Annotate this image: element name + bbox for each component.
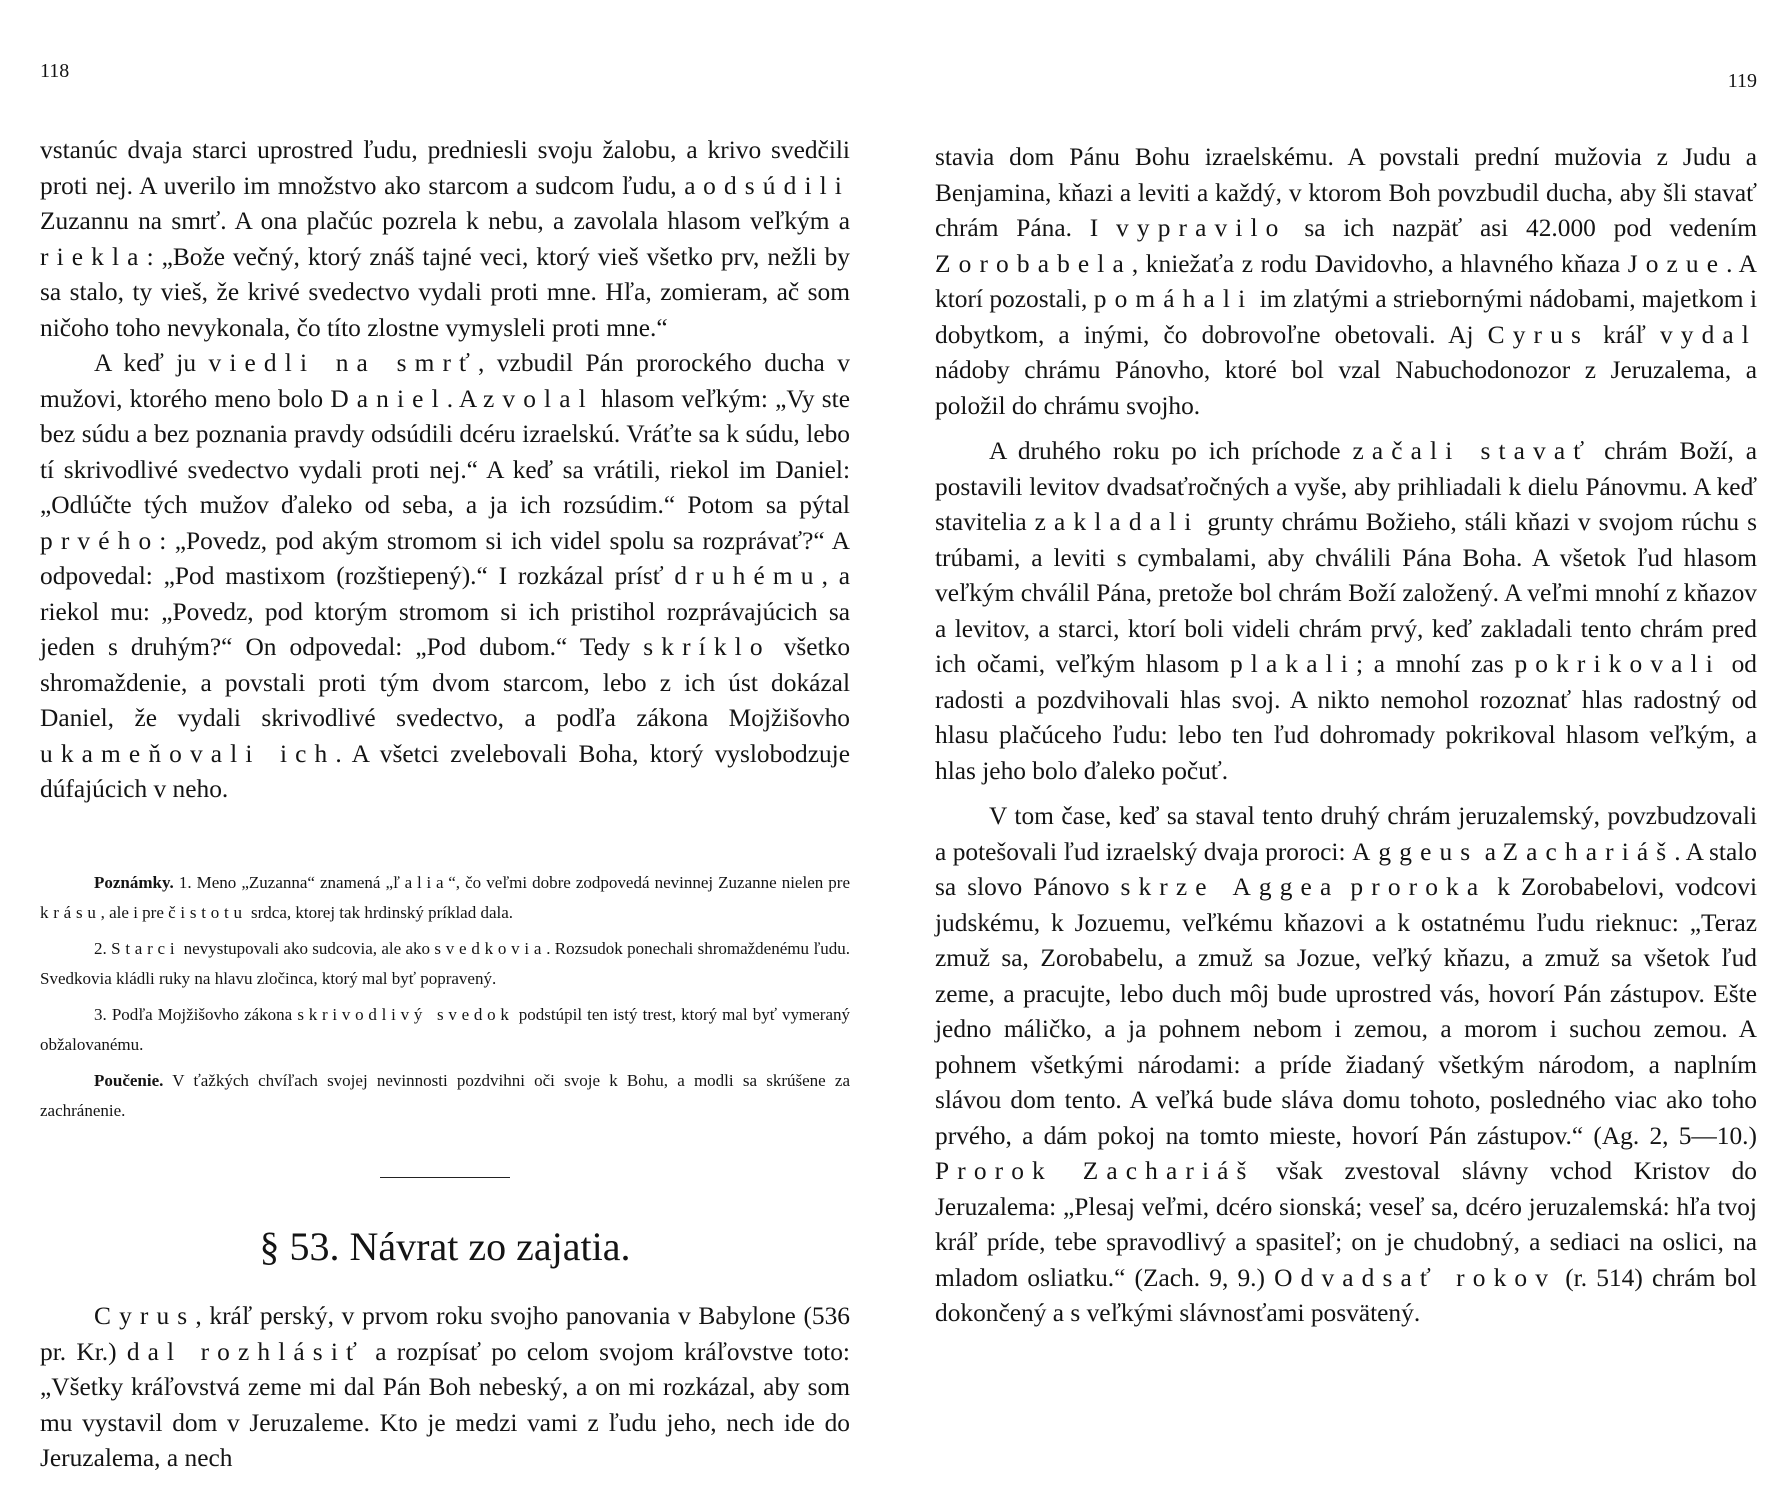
paragraph [935,799,1757,1332]
text-run: im zlatými a striebornými nádobami, majetkom i dobytkom, a inými, čo dobrovoľne obetovali. Aj [935,285,1757,349]
right-page [935,0,1757,1500]
text-run: 2. [94,939,112,958]
spaced-emphasis: plakali [1229,650,1356,678]
spaced-emphasis: krásu [40,903,101,922]
text-run: . A ktorí pozostali, [935,249,1757,313]
text-run: Zuzannu na smrť. A ona plačúc pozrela k nebu, a zavolala hlasom veľkým a [40,207,850,235]
footnote [40,868,850,928]
paragraph [40,1299,850,1477]
text-run: “, čo veľmi dobre zodpovedá nevinnej Zuzanne nielen pre [448,873,850,892]
text-run: a [1478,837,1503,866]
bold-label: Poučenie. [94,1071,164,1090]
left-page [40,0,850,1500]
text-run: . A [446,384,483,413]
section-text [40,1299,850,1477]
text-run: srdca, ktorej tak hrdinský príklad dala. [246,903,514,922]
text-run: . Rozsudok ponechali shromaždenému ľudu. Svedkovia kládli ruky na hlavu zločinca, ktorý mal byť popravený. [40,939,850,988]
spaced-emphasis: začali stavať [1352,437,1593,465]
text-run: : „Povedz, pod akým stromom si ich videl spolu sa rozprávať?“ A odpovedal: „Pod mastixom (rozštiepený).“ I rozkázal prísť [40,526,850,590]
section-heading: § 53. Návrat zo zajatia. [259,1224,631,1269]
text-run: od radosti a pozdvihovali hlas svoj. A nikto nemohol rozoznať hlas radostný od hlasu plačúceho ľudu: lebo ten ľud dohromady pokrikoval hlasom veľkým, a hlas jeho bolo ďaleko počuť. [935,650,1757,785]
spaced-emphasis: čistotu [168,903,247,922]
text-run: všetko shromaždenie, a povstali proti tým dvom starcom, lebo z ich úst dokázal Daniel, že vydali skrivodlivé svedectvo, a podľa zákona Mojžišovho [40,633,851,732]
text-run: V tom čase, keď sa staval tento druhý chrám jeruzalemský, povzbudzovali a potešovali ľud izraelský dvaja proroci: [935,802,1757,866]
text-run: (r. 514) chrám bol dokončený a s veľkými slávnosťami posvätený. [935,1263,1757,1327]
spaced-emphasis: viedli na smrť [208,349,479,377]
spaced-emphasis: skríklo [643,633,771,661]
footnote [40,1000,850,1060]
spaced-emphasis: pomáhali [1093,285,1254,313]
section-divider [380,1177,510,1178]
spaced-emphasis: zvolal [483,384,594,413]
text-run: nevystupovali ako sudcovia, ale ako [179,939,435,958]
text-run: V ťažkých chvíľach svojej nevinnosti pozdvihni oči svoje k Bohu, a modli sa skrúšene za zachránenie. [40,1071,850,1120]
text-run: sa ich nazpäť asi 42.000 pod vedením [1286,214,1757,242]
spaced-emphasis: Cyrus [94,1302,196,1330]
text-run: však zvestoval slávny vchod Kristov do Jeruzalema: „Plesaj veľmi, dcéro sionská; veseľ sa, dcéro jeruzalemská: hľa tvoj kráľ príde, tebe spravodlivý a spasiteľ; on je chudobný, a sediaci na oslici, na mladom osliatku.“ (Zach. 9, 9.) [935,1157,1757,1292]
spaced-emphasis: druhému [674,562,822,590]
paragraph [40,346,850,808]
text-run: , ale i pre [100,903,169,922]
footnotes [40,868,850,1126]
spaced-emphasis: Jozue [1627,249,1727,278]
text-run: , a riekol mu: „Povedz, pod ktorým stromom si ich pristihol rozprávajúcich sa jeden s druhým?“ On odpovedal: „Pod dubom.“ Tedy [40,562,850,661]
spaced-emphasis: ľalia [393,873,449,892]
spaced-emphasis: vypravilo [1116,214,1287,242]
text-run: A keď ju [94,349,209,377]
page-number: 118 [40,60,70,82]
footnote [40,934,850,994]
spaced-emphasis: pokrikovali [1514,650,1721,678]
bold-label: Poznámky. [94,873,174,892]
text-run: k Zorobabelovi, vodcovi judskému, k Jozuemu, veľkému kňazovi a k ostatnému ľudu rieknuc: „Teraz zmuž sa, Zorobabelu, a zmuž sa Jozue, veľký kňazu, a zmuž sa všetok ľud zeme, a pracujte, lebo duch môj bude uprostred vás, hovorí Pán zástupov. Ešte jedno máličko, a ja pohnem nebom i zemou, a morom i suchou zemou. A pohnem všetkými národami: a príde žiadaný všetkým národom, a naplním slávou dom tento. A veľká bude sláva domu tohoto, posledného viac ako toho prvého, a dám pokoj na tomto mieste, hovorí Pán zástupov.“ (Ag. 2, 5—10.) [935,873,1758,1150]
spaced-emphasis: ukameňovali ich [40,739,336,768]
left-body-text [40,133,850,808]
spaced-emphasis: Zachariáš [1502,837,1675,866]
spaced-emphasis: prvého [40,526,160,555]
text-run: , kráľ perský, v prvom roku svojho panovania v Babylone (536 pr. Kr.) [40,1302,850,1366]
spaced-emphasis: riekla [40,242,147,271]
spaced-emphasis: vydal [1659,320,1757,349]
text-run: stavia dom Pánu Bohu izraelskému. A povstali prední mužovia z Judu a Benjamina, kňazi a leviti a každý, v ktorom Boh povzbudil ducha, aby šli stavať chrám Pána. I [935,143,1757,242]
spaced-emphasis: Starci [111,939,180,958]
text-run: a rozpísať po celom svojom kráľovstve toto: „Všetky kráľovstvá zeme mi dal Pán Boh nebeský, a on mi rozkázal, aby som mu vystavil dom v Jeruzaleme. Kto je medzi vami z ľudu jeho, nech ide do Jeruzalema, a nech [40,1337,850,1472]
spaced-emphasis: Daniel [330,384,447,413]
text-run: kráľ [1588,320,1660,349]
text-run: vstanúc dvaja starci uprostred ľudu, predniesli svoju žalobu, a krivo svedčili proti nej. A uverilo im množstvo ako starcom a sudcom ľudu, a [40,136,850,200]
spaced-emphasis: skrze Aggea [1120,873,1340,901]
text-run: : „Bože večný, ktorý znáš tajné veci, ktorý vieš všetko prv, nežli by sa stalo, ty vieš, že krivé svedectvo vydali proti mne. Hľa, zomieram, ač som ničoho toho nevykonala, čo títo zlostne vymysleli proti mne.“ [40,242,850,342]
spaced-emphasis: Zorobabela [935,249,1132,278]
spaced-emphasis: Aggeus [1351,837,1479,866]
text-run: grunty chrámu Božieho, stáli kňazi v svojom rúchu s trúbami, a leviti s cymbalami, aby chválili Pána Boha. A všetok ľud hlasom veľkým chválil Pána, pretože bol chrám Boží založený. A veľmi mnohí z kňazov a levitov, a starci, ktorí boli videli chrám prvý, keď zakladali tento chrám pred ich očami, veľkým hlasom [935,508,1757,678]
text-run: . A všetci zvelebovali Boha, ktorý vyslobodzuje dúfajúcich v neho. [40,739,850,803]
spaced-emphasis: svedkovia [434,939,547,958]
text-run: 1. Meno „Zuzanna“ znamená „ [173,873,394,892]
right-body-text [935,140,1757,1332]
text-run: nádoby chrámu Pánovho, ktoré bol vzal Nabuchodonozor z Jeruzalema, a položil do chrámu svojho. [935,356,1757,420]
paragraph [935,140,1757,424]
text-run: 3. Podľa Mojžišovho zákona [94,1005,298,1024]
text-run: . A stalo sa slovo Pánovo [935,837,1758,901]
text-run: chrám Boží, a postavili levitov dvadsaťročných a vyše, aby prihliadali k dielu Pánovmu. A keď stavitelia [935,437,1757,536]
spaced-emphasis: odsúdili [703,171,850,200]
text-run: ; a mnohí zas [1355,650,1515,678]
text-run [1339,873,1350,901]
text-run: , vzbudil Pán prorockého ducha v mužovi, ktorého meno bolo [40,349,850,413]
text-run: A druhého roku po ich príchode [989,437,1353,465]
paragraph [935,434,1757,789]
text-run: , kniežaťa z rodu Davidovho, a hlavného kňaza [1131,249,1628,278]
spaced-emphasis: proroka [1350,873,1487,901]
lesson-note [40,1066,850,1126]
spaced-emphasis: Prorok Zachariáš [935,1157,1255,1185]
page-number: 119 [1727,70,1757,92]
text-run: podstúpil ten istý trest, ktorý mal byť vymeraný obžalovanému. [40,1005,851,1054]
text-run: hlasom veľkým: „Vy ste bez súdu a bez poznania pravdy odsúdili dcéru izraelskú. Vráťte sa k súdu, lebo tí skrivodlivé svedectvo vydali proti nej.“ A keď sa vrátili, riekol im Daniel: „Odlúčte tých mužov ďaleko od seba, a ja ich rozsúdim.“ Potom sa pýtal [40,384,851,519]
spaced-emphasis: Cyrus [1487,320,1589,349]
paragraph [40,133,850,346]
spaced-emphasis: dal rozhlásiť [126,1337,365,1366]
spaced-emphasis: zakladali [1034,508,1200,536]
spaced-emphasis: skrivodlivý svedok [297,1005,514,1024]
spaced-emphasis: Odvadsať rokov [1274,1263,1557,1292]
